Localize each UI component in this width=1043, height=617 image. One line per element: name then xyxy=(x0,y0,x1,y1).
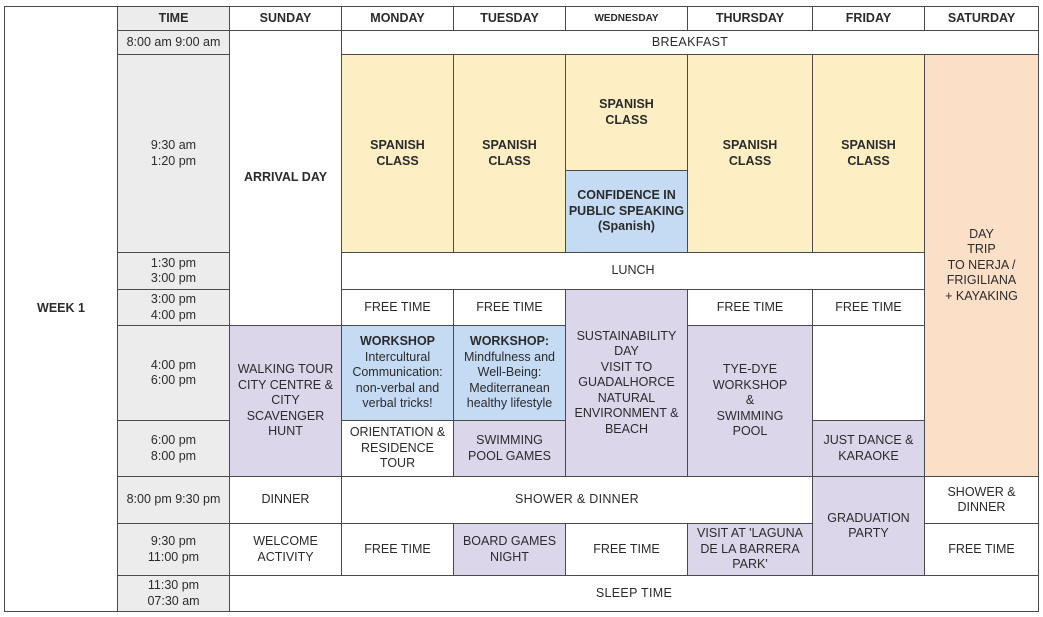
free-time-thursday: FREE TIME xyxy=(688,290,813,326)
free-time-wednesday-night: FREE TIME xyxy=(566,524,688,576)
confidence-public-speaking-cell: CONFIDENCE IN PUBLIC SPEAKING (Spanish) xyxy=(566,171,688,253)
header-saturday: SATURDAY xyxy=(925,7,1039,31)
spanish-class-tuesday: SPANISH CLASS xyxy=(454,55,566,253)
free-time-friday: FREE TIME xyxy=(813,290,925,326)
arrival-day-cell: ARRIVAL DAY xyxy=(230,31,342,326)
workshop-thursday-title: WORKSHOP: xyxy=(469,334,550,349)
weekly-schedule-table xyxy=(4,6,1039,612)
spanish-class-wednesday: SPANISH CLASS xyxy=(566,55,688,171)
walking-tour-cell: WALKING TOUR CITY CENTRE & CITY SCAVENGER HUNT xyxy=(230,326,342,477)
row-lunch xyxy=(5,253,1039,290)
workshop-thursday-body: Mindfulness and Well-Being: Mediterranean healthy lifestyle xyxy=(463,349,556,411)
time-slot: 3:00 pm 4:00 pm xyxy=(118,290,230,326)
time-slot: 11:30 pm 07:30 am xyxy=(118,576,230,612)
header-tuesday: TUESDAY xyxy=(454,7,566,31)
orientation-cell: ORIENTATION & RESIDENCE TOUR xyxy=(342,421,454,477)
header-sunday: SUNDAY xyxy=(230,7,342,31)
row-afternoon xyxy=(5,326,1039,421)
row-free-time xyxy=(5,290,1039,326)
time-slot: 9:30 pm 11:00 pm xyxy=(118,524,230,576)
row-early-evening xyxy=(5,421,1039,477)
shower-dinner-saturday-cell: SHOWER & DINNER xyxy=(925,477,1039,524)
row-breakfast xyxy=(5,31,1039,55)
free-time-monday: FREE TIME xyxy=(342,290,454,326)
row-dinner xyxy=(5,477,1039,524)
free-time-saturday-night: FREE TIME xyxy=(925,524,1039,576)
spanish-class-monday: SPANISH CLASS xyxy=(342,55,454,253)
sustainability-day-cell: SUSTAINABILITY DAY VISIT TO GUADALHORCE NATURAL ENVIRONMENT & BEACH xyxy=(566,290,688,477)
header-time: TIME xyxy=(118,7,230,31)
header-monday: MONDAY xyxy=(342,7,454,31)
header-row xyxy=(5,7,1039,31)
sleep-time-cell: SLEEP TIME xyxy=(230,576,1039,612)
spanish-class-friday: SPANISH CLASS xyxy=(813,55,925,253)
day-trip-cell: DAY TRIP TO NERJA / FRIGILIANA + KAYAKING xyxy=(925,55,1039,477)
welcome-activity-cell: WELCOME ACTIVITY xyxy=(230,524,342,576)
spanish-class-thursday: SPANISH CLASS xyxy=(688,55,813,253)
workshop-tuesday-cell xyxy=(342,326,454,421)
graduation-party-cell: GRADUATION PARTY xyxy=(813,477,925,576)
time-slot: 6:00 pm 8:00 pm xyxy=(118,421,230,477)
lunch-cell: LUNCH xyxy=(342,253,925,290)
header-thursday: THURSDAY xyxy=(688,7,813,31)
free-time-tuesday: FREE TIME xyxy=(454,290,566,326)
just-dance-cell: JUST DANCE & KARAOKE xyxy=(813,421,925,477)
header-friday: FRIDAY xyxy=(813,7,925,31)
header-wednesday: WEDNESDAY xyxy=(566,7,688,31)
shower-dinner-cell: SHOWER & DINNER xyxy=(342,477,813,524)
breakfast-cell: BREAKFAST xyxy=(342,31,1039,55)
week-label: WEEK 1 xyxy=(5,7,118,612)
row-sleep xyxy=(5,576,1039,612)
time-slot: 1:30 pm 3:00 pm xyxy=(118,253,230,290)
workshop-tuesday-body: Intercultural Communication: non-verbal and verbal tricks! xyxy=(352,349,443,411)
tye-dye-cell: TYE-DYE WORKSHOP & SWIMMING POOL xyxy=(688,326,813,477)
time-slot: 9:30 am 1:20 pm xyxy=(118,55,230,253)
dinner-sunday-cell: DINNER xyxy=(230,477,342,524)
time-slot: 4:00 pm 6:00 pm xyxy=(118,326,230,421)
free-time-monday-night: FREE TIME xyxy=(342,524,454,576)
board-games-cell: BOARD GAMES NIGHT xyxy=(454,524,566,576)
swimming-pool-games-cell: SWIMMING POOL GAMES xyxy=(454,421,566,477)
laguna-visit-cell: VISIT AT 'LAGUNA DE LA BARRERA PARK' xyxy=(688,524,813,576)
row-morning-a xyxy=(5,55,1039,171)
workshop-thursday-cell xyxy=(454,326,566,421)
time-slot: 8:00 am 9:00 am xyxy=(118,31,230,55)
time-slot: 8:00 pm 9:30 pm xyxy=(118,477,230,524)
workshop-tuesday-title: WORKSHOP xyxy=(360,334,435,349)
